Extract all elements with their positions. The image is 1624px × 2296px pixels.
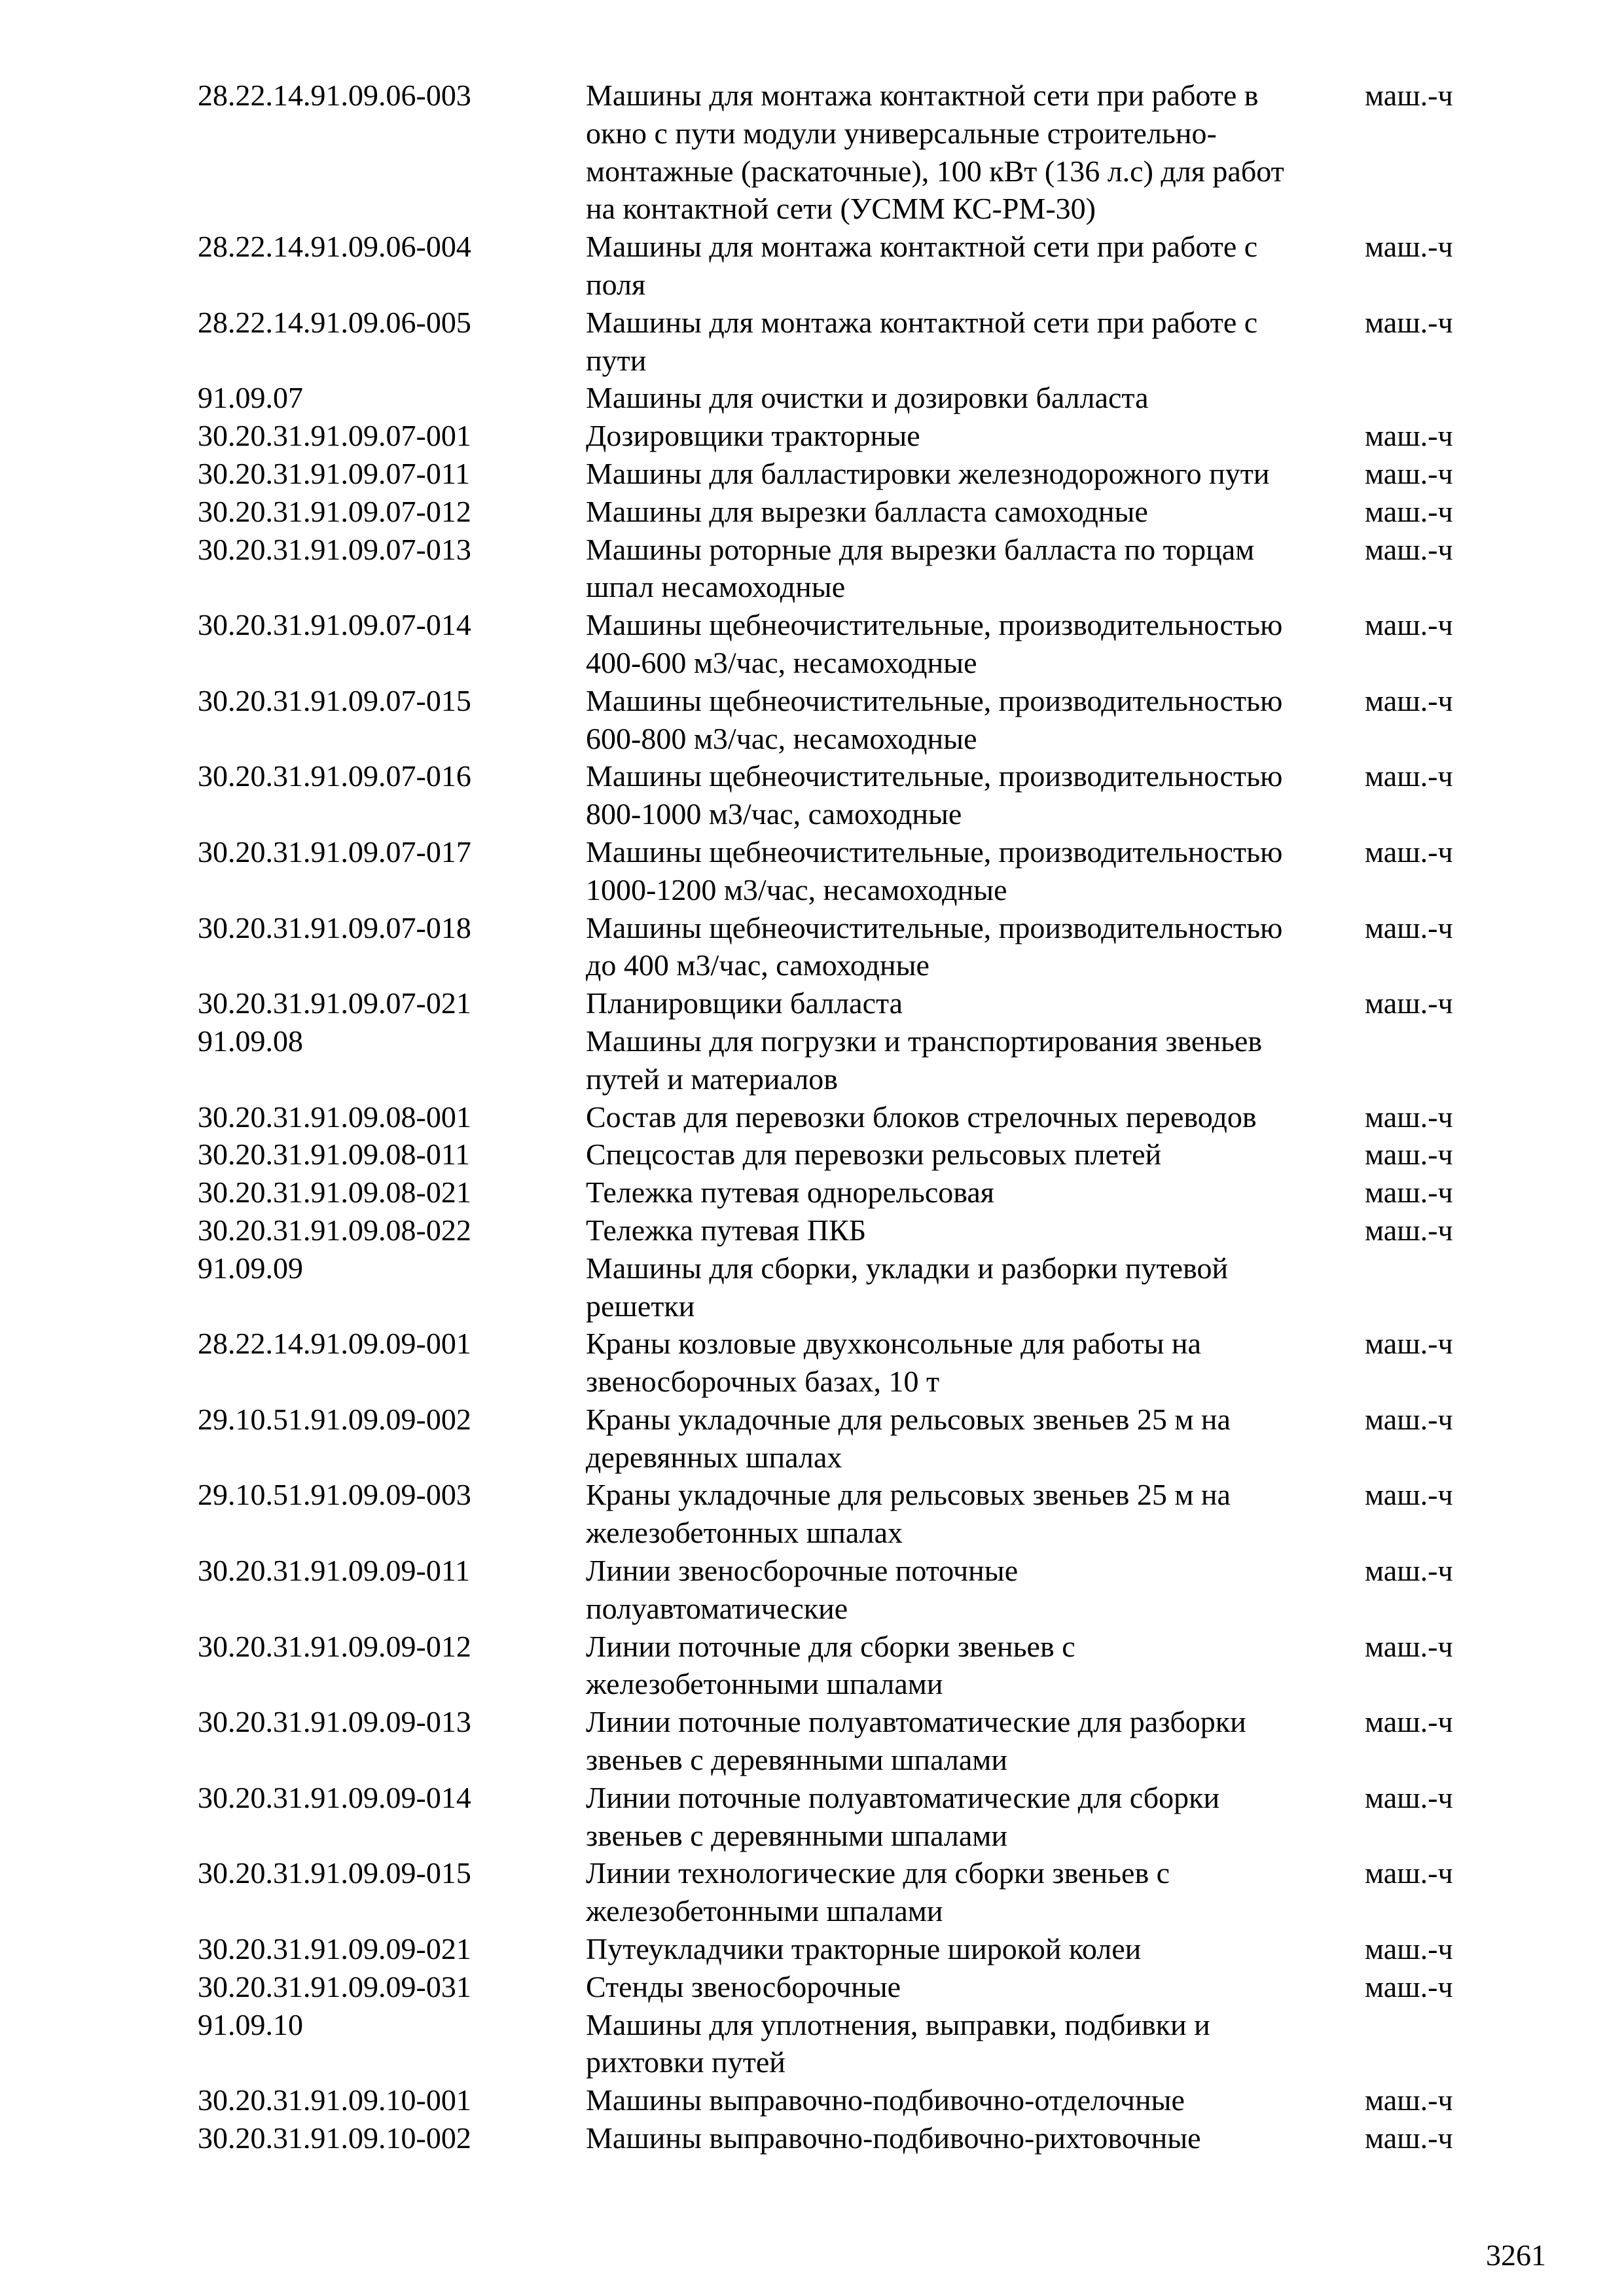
row-unit: маш.-ч: [1365, 1327, 1453, 1361]
row-name: Дозировщики тракторные: [586, 419, 920, 453]
row-unit: маш.-ч: [1365, 532, 1453, 566]
section-row: [198, 379, 1487, 417]
row-name: Машины для монтажа контактной сети при работе в окно с пути модули универсальные строительно- монтажные (раскаточные), 100 кВт (136 л.с) для работ на контактной сети (УСММ КС-РМ-30): [586, 79, 1284, 226]
row-unit: маш.-ч: [1365, 1175, 1453, 1210]
row-name: Машины роторные для вырезки балласта по торцам шпал несамоходные: [586, 532, 1255, 604]
table-row: [198, 1779, 1487, 1855]
row-unit: маш.-ч: [1365, 494, 1453, 528]
table-row: [198, 2081, 1487, 2119]
row-code: 29.10.51.91.09.09-003: [198, 1478, 471, 1512]
row-unit: маш.-ч: [1365, 1780, 1453, 1814]
row-unit: маш.-ч: [1365, 1932, 1453, 1966]
row-code: 30.20.31.91.09.09-011: [198, 1554, 471, 1588]
row-unit: маш.-ч: [1365, 986, 1453, 1020]
row-code: 30.20.31.91.09.07-012: [198, 494, 471, 528]
row-name: Краны козловые двухконсольные для работы на звеносборочных базах, 10 т: [586, 1327, 1201, 1399]
table-row: [198, 1968, 1487, 2006]
table-row: [198, 682, 1487, 758]
row-unit: маш.-ч: [1365, 456, 1453, 490]
row-unit: маш.-ч: [1365, 1856, 1453, 1890]
page-number: 3261: [1486, 2238, 1546, 2272]
row-code: 30.20.31.91.09.09-031: [198, 1969, 471, 2003]
row-code: 30.20.31.91.09.10-001: [198, 2083, 471, 2117]
row-unit: маш.-ч: [1365, 1705, 1453, 1739]
row-unit: маш.-ч: [1365, 683, 1453, 717]
row-name: Машины для балластировки железнодорожного пути: [586, 456, 1270, 490]
row-unit: маш.-ч: [1365, 1213, 1453, 1247]
row-name: Машины щебнеочистительные, производительностью 800-1000 м3/час, самоходные: [586, 759, 1283, 831]
row-code: 30.20.31.91.09.07-017: [198, 834, 471, 869]
row-code: 30.20.31.91.09.07-011: [198, 456, 471, 490]
row-unit: маш.-ч: [1365, 1554, 1453, 1588]
row-name: Машины щебнеочистительные, производительностью 600-800 м3/час, несамоходные: [586, 683, 1283, 755]
section-row: [198, 2006, 1487, 2082]
table-row: [198, 531, 1487, 607]
table-row: [198, 1401, 1487, 1477]
row-unit: маш.-ч: [1365, 834, 1453, 869]
table-row: [198, 304, 1487, 380]
row-name: Линии поточные полуавтоматические для сборки звеньев с деревянными шпалами: [586, 1780, 1220, 1852]
row-code: 30.20.31.91.09.08-011: [198, 1138, 471, 1172]
row-name: Линии технологические для сборки звеньев с железобетонными шпалами: [586, 1856, 1170, 1928]
row-name: Путеукладчики тракторные широкой колеи: [586, 1932, 1142, 1966]
row-name: Машины выправочно-подбивочно-отделочные: [586, 2083, 1185, 2117]
row-name: Машины для монтажа контактной сети при работе с поля: [586, 230, 1258, 301]
section-code: 91.09.09: [198, 1251, 303, 1285]
row-unit: маш.-ч: [1365, 910, 1453, 944]
row-name: Стенды звеносборочные: [586, 1969, 901, 2003]
table-row: [198, 1174, 1487, 1211]
row-unit: маш.-ч: [1365, 759, 1453, 793]
row-name: Машины щебнеочистительные, производительностью 1000-1200 м3/час, несамоходные: [586, 834, 1283, 906]
row-code: 30.20.31.91.09.07-016: [198, 759, 471, 793]
row-unit: маш.-ч: [1365, 305, 1453, 339]
row-name: Линии поточные полуавтоматические для разборки звеньев с деревянными шпалами: [586, 1705, 1246, 1777]
table-row: [198, 493, 1487, 531]
table-row: [198, 1930, 1487, 1968]
table-row: [198, 1854, 1487, 1930]
row-unit: маш.-ч: [1365, 79, 1453, 112]
table-row: [198, 1628, 1487, 1704]
section-row: [198, 1249, 1487, 1325]
section-code: 91.09.10: [198, 2007, 303, 2041]
row-code: 28.22.14.91.09.06-003: [198, 79, 471, 112]
row-name: Спецсостав для перевозки рельсовых плетей: [586, 1138, 1162, 1172]
row-unit: маш.-ч: [1365, 608, 1453, 642]
section-name: Машины для погрузки и транспортирования звеньев путей и материалов: [586, 1024, 1263, 1096]
table-row: [198, 228, 1487, 304]
row-code: 29.10.51.91.09.09-002: [198, 1402, 471, 1436]
table-row: [198, 1476, 1487, 1552]
table-row: [198, 2119, 1487, 2157]
row-code: 30.20.31.91.09.07-001: [198, 419, 471, 453]
row-code: 30.20.31.91.09.07-018: [198, 910, 471, 944]
row-code: 30.20.31.91.09.08-021: [198, 1175, 471, 1210]
section-name: Машины для сборки, укладки и разборки путевой решетки: [586, 1251, 1229, 1323]
table-row: [198, 984, 1487, 1022]
table-row: [198, 833, 1487, 909]
row-code: 28.22.14.91.09.06-004: [198, 230, 471, 264]
row-code: 30.20.31.91.09.09-014: [198, 1780, 471, 1814]
row-name: Краны укладочные для рельсовых звеньев 25 м на деревянных шпалах: [586, 1402, 1231, 1474]
section-code: 91.09.07: [198, 381, 303, 415]
row-unit: маш.-ч: [1365, 230, 1453, 264]
row-unit: маш.-ч: [1365, 1969, 1453, 2003]
row-name: Машины выправочно-подбивочно-рихтовочные: [586, 2121, 1201, 2155]
row-code: 30.20.31.91.09.07-014: [198, 608, 471, 642]
row-name: Линии звеносборочные поточные полуавтоматические: [586, 1554, 1019, 1625]
table-row: [198, 1552, 1487, 1628]
row-unit: маш.-ч: [1365, 1629, 1453, 1663]
row-name: Тележка путевая однорельсовая: [586, 1175, 994, 1210]
row-unit: маш.-ч: [1365, 1100, 1453, 1134]
row-code: 30.20.31.91.09.07-013: [198, 532, 471, 566]
row-code: 30.20.31.91.09.09-013: [198, 1705, 471, 1739]
row-unit: маш.-ч: [1365, 1402, 1453, 1436]
resource-table: [198, 77, 1487, 2157]
section-code: 91.09.08: [198, 1024, 303, 1058]
table-row: [198, 417, 1487, 455]
row-code: 30.20.31.91.09.07-015: [198, 683, 471, 717]
table-row: [198, 606, 1487, 682]
row-name: Машины щебнеочистительные, производительностью 400-600 м3/час, несамоходные: [586, 608, 1283, 679]
row-name: Машины для монтажа контактной сети при работе с пути: [586, 305, 1258, 377]
table-row: [198, 1325, 1487, 1401]
section-name: Машины для очистки и дозировки балласта: [586, 381, 1149, 415]
table-row: [198, 1703, 1487, 1779]
row-name: Линии поточные для сборки звеньев с железобетонными шпалами: [586, 1629, 1075, 1701]
table-row: [198, 757, 1487, 833]
row-code: 30.20.31.91.09.08-001: [198, 1100, 471, 1134]
row-code: 28.22.14.91.09.06-005: [198, 305, 471, 339]
table-row: [198, 1098, 1487, 1136]
row-name: Состав для перевозки блоков стрелочных переводов: [586, 1100, 1257, 1134]
table-row: [198, 909, 1487, 985]
row-code: 30.20.31.91.09.09-021: [198, 1932, 471, 1966]
row-name: Машины щебнеочистительные, производительностью до 400 м3/час, самоходные: [586, 910, 1283, 982]
table-row: [198, 77, 1487, 228]
row-name: Машины для вырезки балласта самоходные: [586, 494, 1148, 528]
row-code: 30.20.31.91.09.09-015: [198, 1856, 471, 1890]
row-unit: маш.-ч: [1365, 1478, 1453, 1512]
row-name: Краны укладочные для рельсовых звеньев 25 м на железобетонных шпалах: [586, 1478, 1231, 1550]
row-unit: маш.-ч: [1365, 2083, 1453, 2117]
table-row: [198, 1136, 1487, 1174]
row-unit: маш.-ч: [1365, 419, 1453, 453]
row-code: 28.22.14.91.09.09-001: [198, 1327, 471, 1361]
row-code: 30.20.31.91.09.09-012: [198, 1629, 471, 1663]
row-unit: маш.-ч: [1365, 1138, 1453, 1172]
table-row: [198, 1211, 1487, 1249]
row-code: 30.20.31.91.09.08-022: [198, 1213, 471, 1247]
row-name: Планировщики балласта: [586, 986, 903, 1020]
row-unit: маш.-ч: [1365, 2121, 1453, 2155]
table-row: [198, 455, 1487, 493]
row-code: 30.20.31.91.09.07-021: [198, 986, 471, 1020]
section-name: Машины для уплотнения, выправки, подбивки и рихтовки путей: [586, 2007, 1210, 2079]
row-code: 30.20.31.91.09.10-002: [198, 2121, 471, 2155]
section-row: [198, 1022, 1487, 1098]
row-name: Тележка путевая ПКБ: [586, 1213, 867, 1247]
